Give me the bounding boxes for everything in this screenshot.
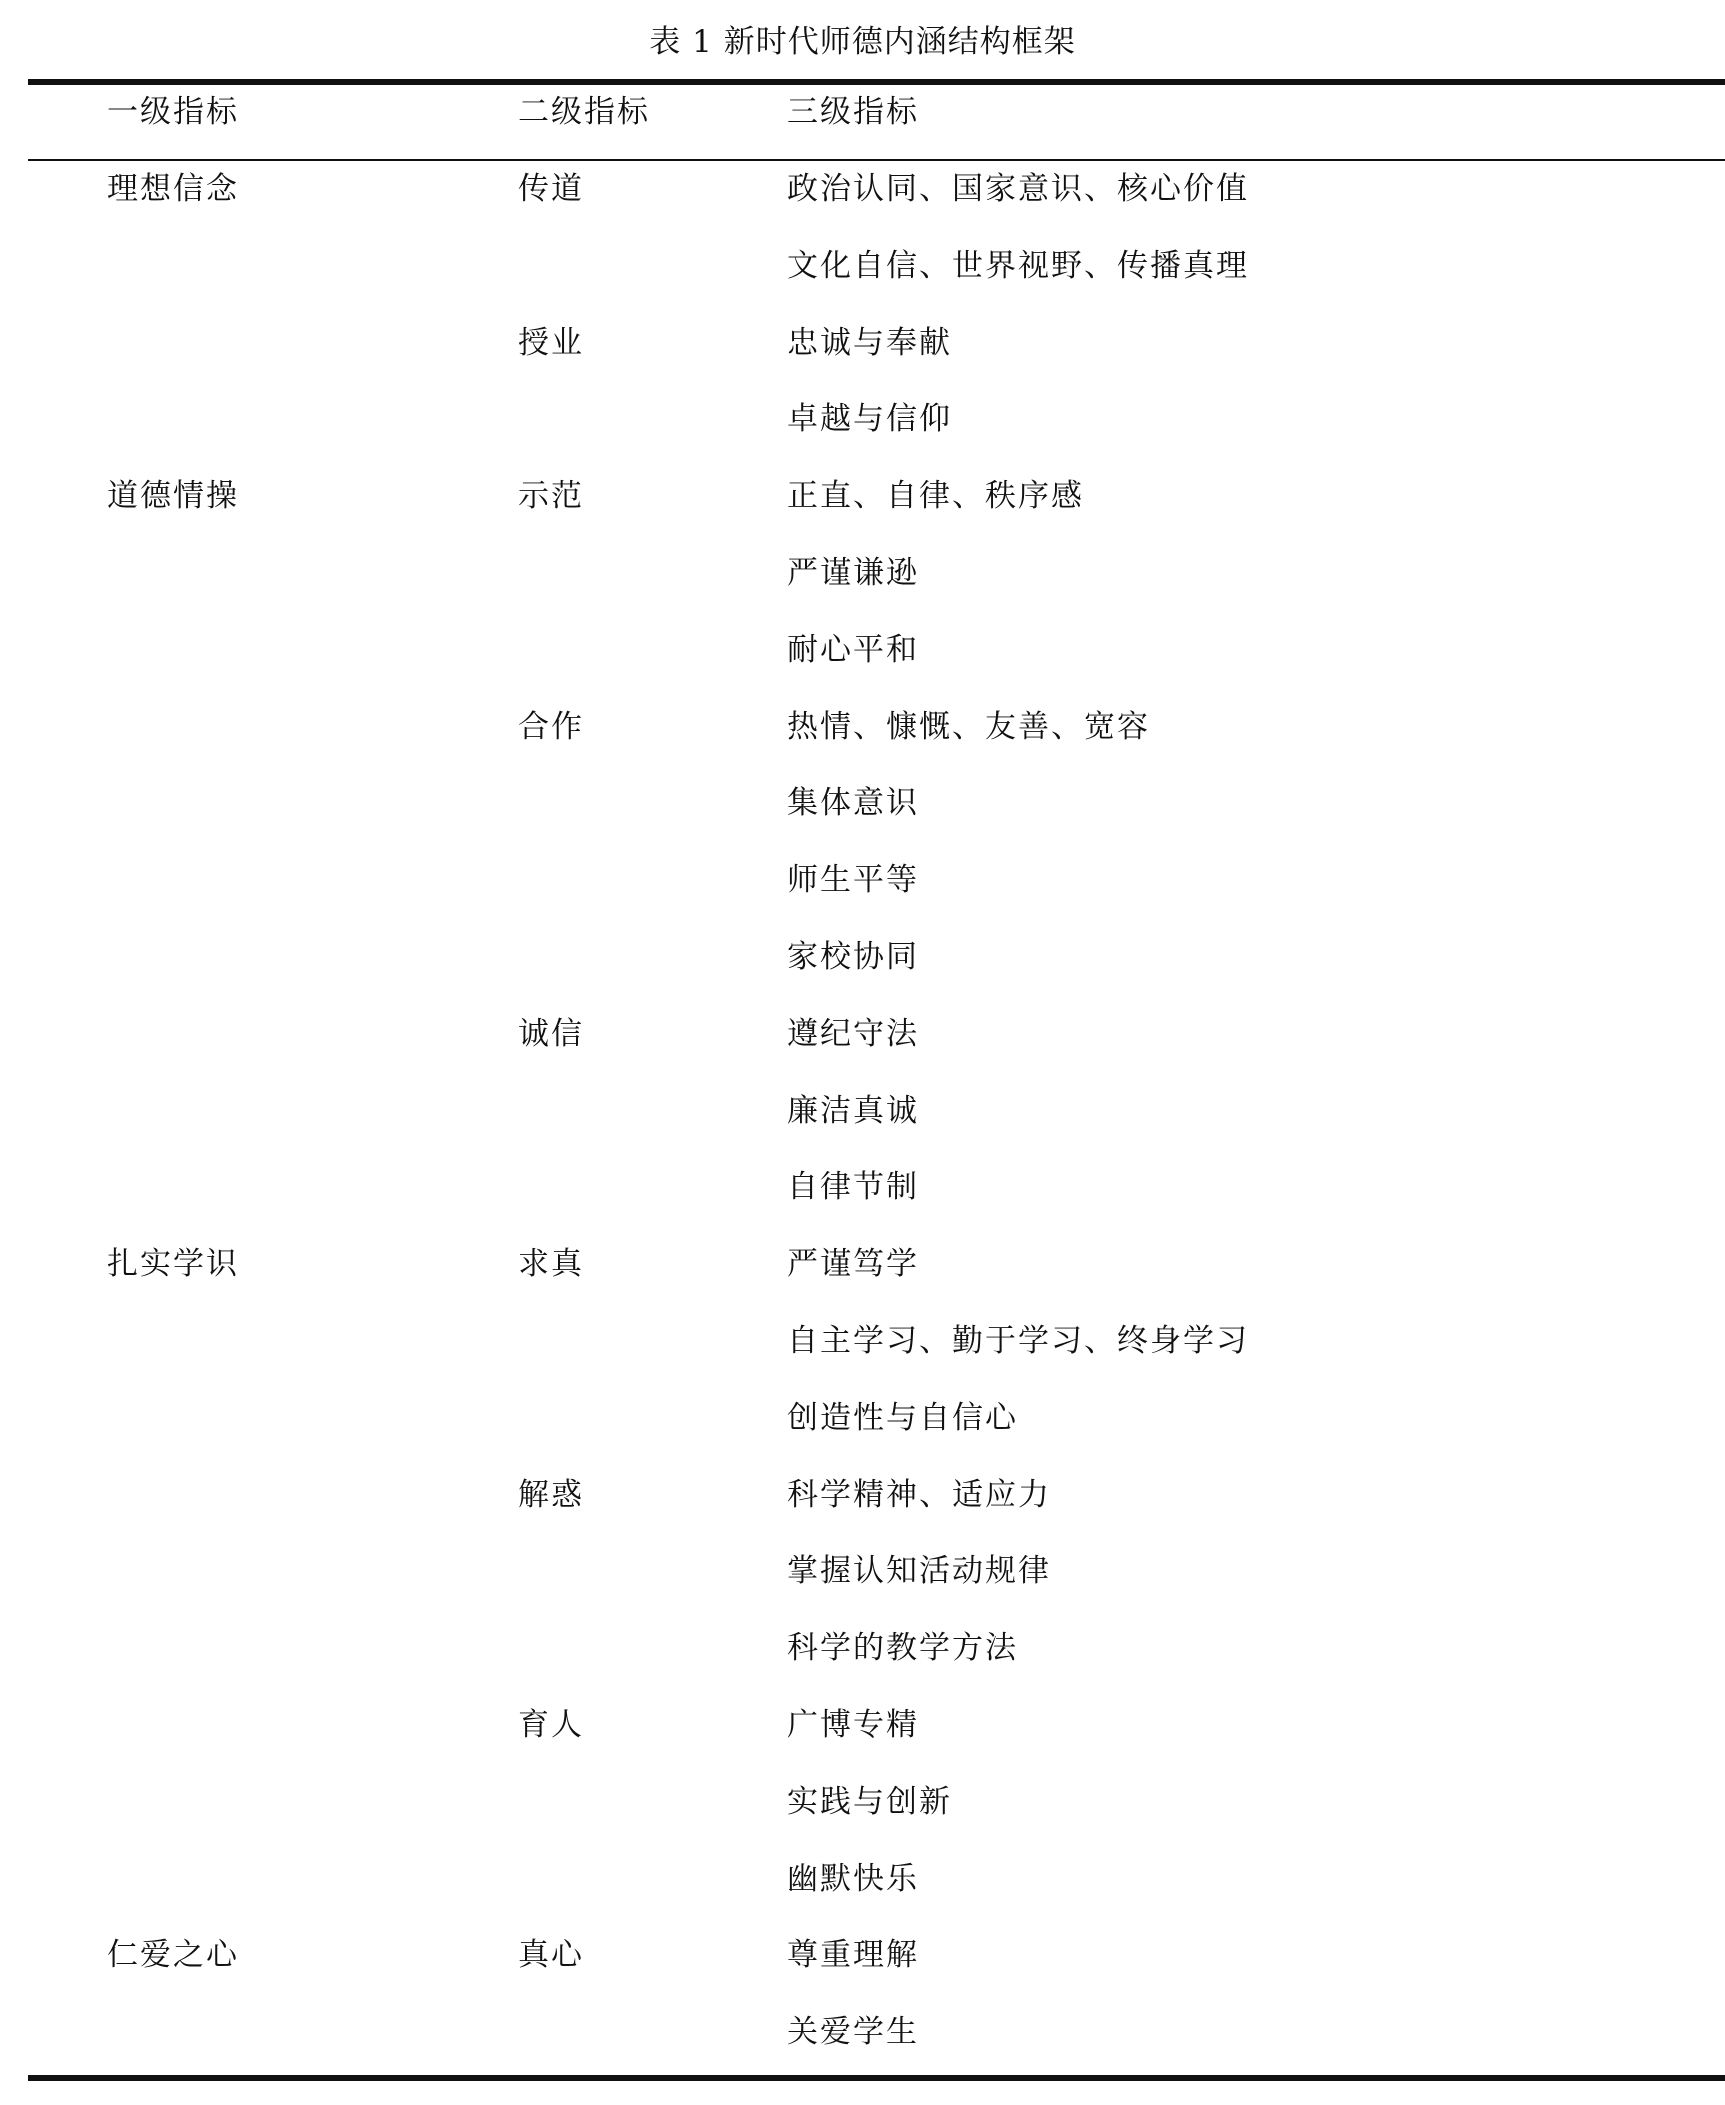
bottom-rule <box>28 2075 1725 2081</box>
table-row <box>0 395 1725 472</box>
level3-cell: 卓越与信仰 <box>787 401 952 438</box>
level3-cell: 忠诚与奉献 <box>787 324 952 361</box>
top-rule <box>28 79 1725 85</box>
table-row <box>0 2008 1725 2085</box>
table-row <box>0 1931 1725 2008</box>
level3-cell: 关爱学生 <box>787 2014 919 2051</box>
level3-cell: 正直、自律、秩序感 <box>787 478 1084 515</box>
level3-cell: 家校协同 <box>787 938 919 975</box>
level1-cell: 扎实学识 <box>107 1246 239 1283</box>
level3-cell: 严谨谦逊 <box>787 554 919 591</box>
level1-cell: 理想信念 <box>107 171 239 207</box>
table-row <box>0 549 1725 626</box>
table-row <box>0 1701 1725 1778</box>
table-row <box>0 1778 1725 1855</box>
table-row <box>0 1624 1725 1701</box>
level3-cell: 文化自信、世界视野、传播真理 <box>787 247 1249 284</box>
level2-cell: 解惑 <box>518 1476 584 1513</box>
table-row <box>0 933 1725 1010</box>
table-row <box>0 472 1725 549</box>
table-row <box>0 626 1725 703</box>
table-row <box>0 1010 1725 1087</box>
level3-cell: 尊重理解 <box>787 1937 919 1974</box>
level3-cell: 掌握认知活动规律 <box>787 1553 1051 1590</box>
level3-cell: 创造性与自信心 <box>787 1399 1018 1436</box>
table-row <box>0 1855 1725 1932</box>
level2-cell: 真心 <box>518 1937 584 1974</box>
table-row <box>0 1471 1725 1548</box>
level3-cell: 集体意识 <box>787 785 919 822</box>
level1-cell: 仁爱之心 <box>107 1937 239 1974</box>
level3-cell: 廉洁真诚 <box>787 1092 919 1129</box>
table-row <box>0 1240 1725 1317</box>
level3-cell: 自律节制 <box>787 1169 919 1206</box>
level2-cell: 传道 <box>518 171 584 207</box>
level3-cell: 自主学习、勤于学习、终身学习 <box>787 1322 1249 1359</box>
table-row <box>0 1317 1725 1394</box>
header-level2: 二级指标 <box>518 94 650 130</box>
level3-cell: 广博专精 <box>787 1706 919 1743</box>
table-row <box>0 242 1725 319</box>
level3-cell: 严谨笃学 <box>787 1246 919 1283</box>
level2-cell: 诚信 <box>518 1015 584 1052</box>
header-level3: 三级指标 <box>787 94 919 130</box>
header-level1: 一级指标 <box>107 94 239 130</box>
level3-cell: 师生平等 <box>787 862 919 899</box>
level2-cell: 育人 <box>518 1706 584 1743</box>
level2-cell: 授业 <box>518 324 584 361</box>
level3-cell: 实践与创新 <box>787 1783 952 1820</box>
level2-cell: 求真 <box>518 1246 584 1283</box>
table-caption: 表 1 新时代师德内涵结构框架 <box>649 24 1076 60</box>
table-row <box>0 319 1725 396</box>
level3-cell: 科学的教学方法 <box>787 1630 1018 1667</box>
table-row <box>0 1163 1725 1240</box>
level3-cell: 热情、慷慨、友善、宽容 <box>787 708 1150 745</box>
table-row <box>0 1547 1725 1624</box>
table-header-row <box>0 88 1725 136</box>
level1-cell: 道德情操 <box>107 478 239 515</box>
table-row <box>0 856 1725 933</box>
table-row <box>0 703 1725 780</box>
level3-cell: 遵纪守法 <box>787 1015 919 1052</box>
level2-cell: 合作 <box>518 708 584 745</box>
table-body <box>0 165 1725 2085</box>
level3-cell: 政治认同、国家意识、核心价值 <box>787 171 1249 207</box>
table-row <box>0 779 1725 856</box>
level3-cell: 耐心平和 <box>787 631 919 668</box>
level3-cell: 幽默快乐 <box>787 1860 919 1897</box>
table-row <box>0 165 1725 242</box>
level3-cell: 科学精神、适应力 <box>787 1476 1051 1513</box>
header-rule <box>28 159 1725 161</box>
table-row <box>0 1087 1725 1164</box>
table-row <box>0 1394 1725 1471</box>
level2-cell: 示范 <box>518 478 584 515</box>
